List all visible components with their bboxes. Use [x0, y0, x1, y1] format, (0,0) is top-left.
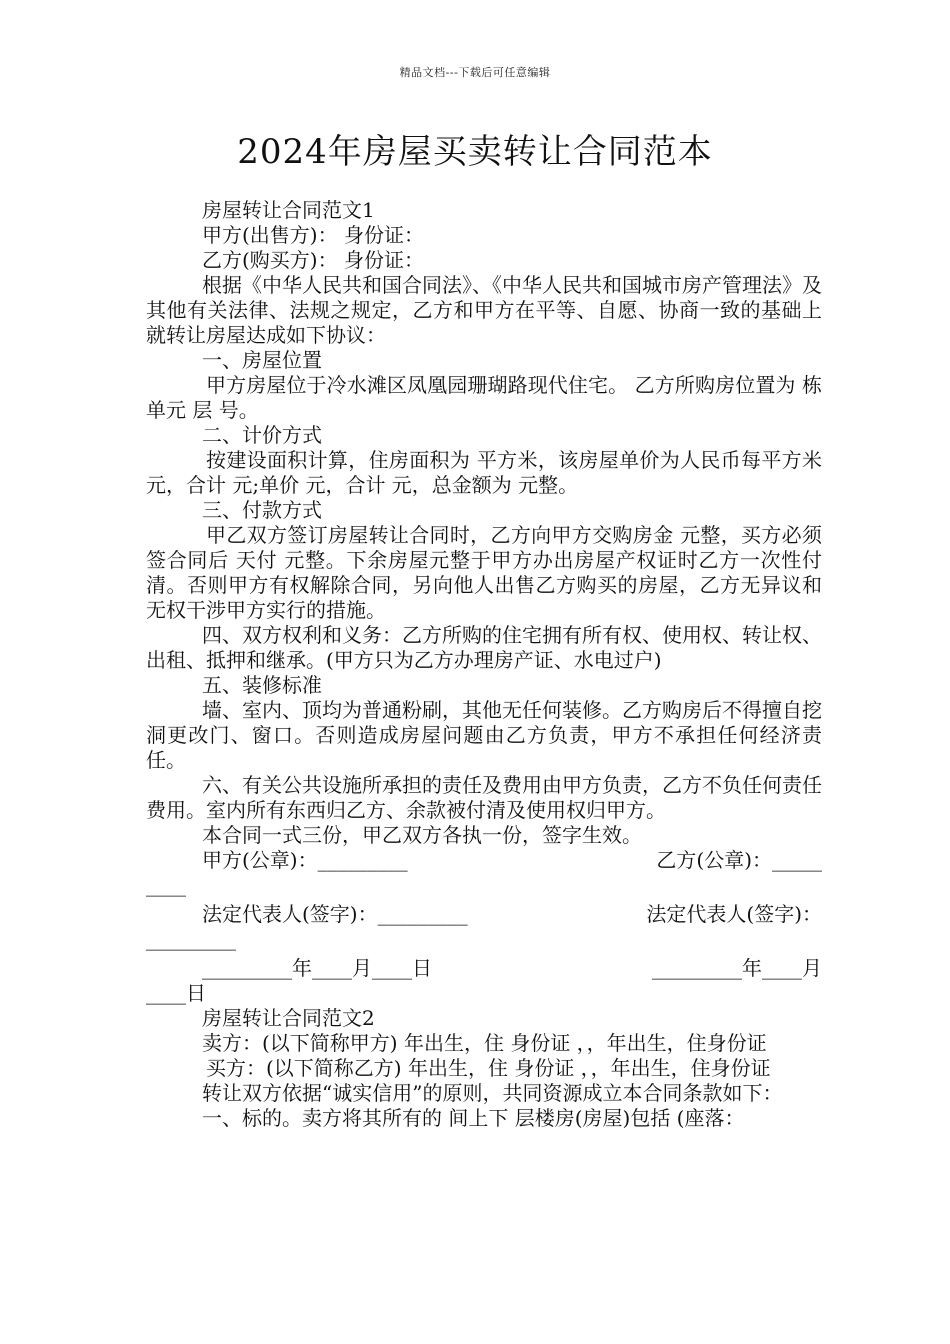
- party-b-seal-cont: ____: [146, 873, 186, 897]
- document-body: [146, 198, 822, 1131]
- clause-paragraph-5: 墙、室内、顶均为普通粉刷，其他无任何装修。乙方购房后不得擅自挖洞更改门、窗口。否则造成房屋问题由乙方负责，甲方不承担任何经济责任。: [146, 698, 822, 772]
- clause-paragraph-3: 甲乙双方签订房屋转让合同时，乙方向甲方交购房金 元整，买方必须签合同后 天付 元整。下余房屋元整于甲方办出房屋产权证时乙方一次性付清。否则甲方有权解除合同，另向他人出售乙方购买的房屋，乙方无异议和无权干涉甲方实行的措施。: [146, 523, 822, 622]
- clause-paragraph-6: 六、有关公共设施所承担的责任及费用由甲方负责，乙方不负任何责任费用。室内所有东西归乙方、余款被付清及使用权归甲方。: [146, 773, 822, 822]
- party-b-date-cont: ____日: [146, 981, 206, 1005]
- section-heading-2: 房屋转让合同范文2: [202, 1006, 375, 1030]
- representative-row: [146, 902, 822, 927]
- clause-paragraph-4: 四、双方权利和义务：乙方所购的住宅拥有所有权、使用权、转让权、出租、抵押和继承。(甲方只为乙方办理房产证、水电过户): [146, 623, 822, 672]
- clause-heading-3: 三、付款方式: [202, 498, 322, 522]
- party-b-seal: 乙方(公章)：_____: [656, 848, 822, 872]
- seal-row: [146, 848, 822, 873]
- clause-heading-1: 一、房屋位置: [202, 348, 322, 372]
- party-a-representative: 法定代表人(签字)：_________: [202, 902, 468, 926]
- closing-line: 本合同一式三份，甲乙双方各执一份，签字生效。: [202, 823, 642, 847]
- party-b-date: _________年____月: [652, 956, 822, 980]
- clause-heading-2: 二、计价方式: [202, 423, 322, 447]
- document-title: 2024年房屋买卖转让合同范本: [237, 132, 713, 172]
- party-a-line: 甲方(出售方)： 身份证：: [202, 223, 424, 247]
- principle-paragraph: 转让双方依据“诚实信用”的原则，共同资源成立本合同条款如下：: [202, 1081, 783, 1105]
- party-b-representative: 法定代表人(签字)：: [646, 902, 822, 926]
- clause-heading-5: 五、装修标准: [202, 673, 322, 697]
- date-row: [146, 956, 822, 981]
- seller-line: 卖方：(以下简称甲方) 年出生，住 身份证 ，，年出生，住身份证: [202, 1031, 767, 1055]
- party-b-line: 乙方(购买方)： 身份证：: [202, 248, 424, 272]
- subject-clause: 一、标的。卖方将其所有的 间上下 层楼房(房屋)包括 (座落：: [202, 1106, 745, 1130]
- party-b-representative-cont: _________: [146, 927, 236, 951]
- preamble-paragraph: 根据《中华人民共和国合同法》、《中华人民共和国城市房产管理法》及其他有关法律、法规之规定，乙方和甲方在平等、自愿、协商一致的基础上就转让房屋达成如下协议：: [146, 273, 822, 347]
- party-a-date: _________年____月____日: [202, 956, 432, 980]
- party-a-seal: 甲方(公章)：_________: [202, 848, 408, 872]
- page-header: 精品文档---下载后可任意编辑: [399, 66, 551, 79]
- clause-paragraph-2: 按建设面积计算，住房面积为 平方米，该房屋单价为人民币每平方米 元，合计 元;单价 元，合计 元，总金额为 元整。: [146, 448, 822, 497]
- section-heading: 房屋转让合同范文1: [202, 198, 375, 222]
- buyer-line: 买方：(以下简称乙方) 年出生，住 身份证 ，，年出生，住身份证: [206, 1056, 771, 1080]
- clause-paragraph-1: 甲方房屋位于冷水滩区凤凰园珊瑚路现代住宅。 乙方所购房位置为 栋 单元 层 号。: [146, 373, 822, 422]
